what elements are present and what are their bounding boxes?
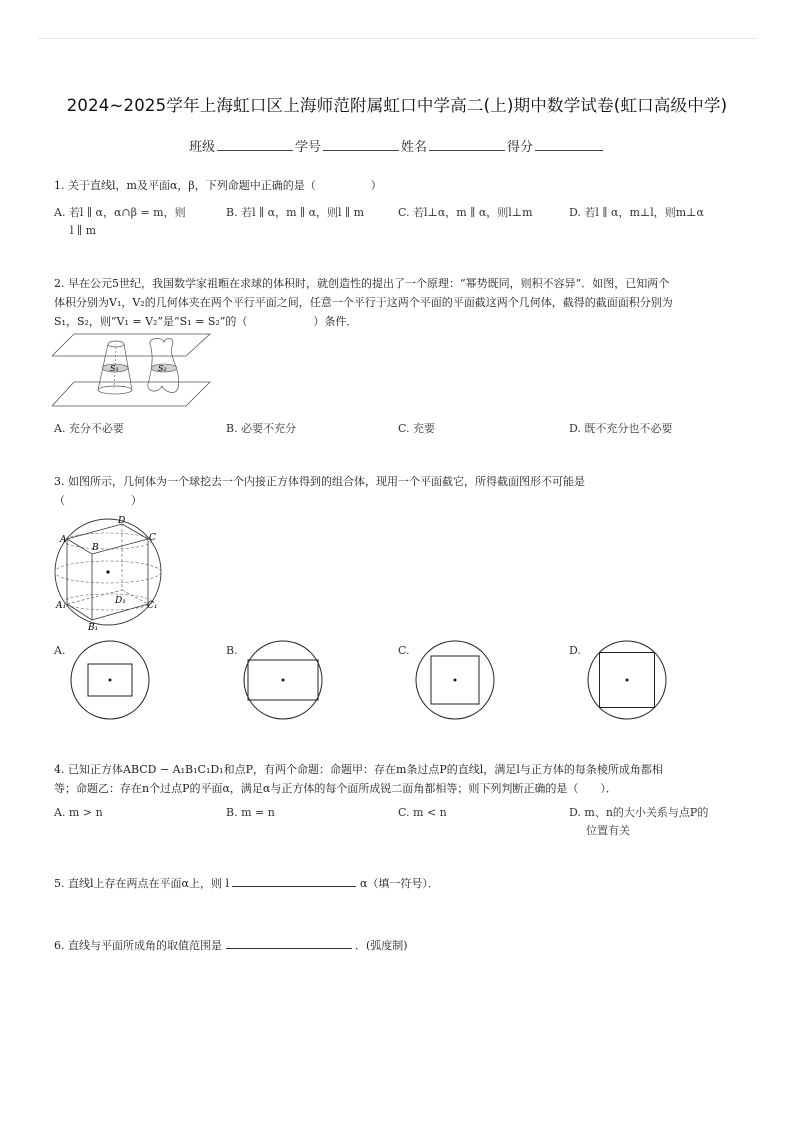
score-label: 得分 (507, 140, 534, 155)
student-number-label: 学号 (294, 140, 321, 155)
sphere-cube-figure (50, 512, 166, 632)
question-text-line1: 已知正方体ABCD − A₁B₁C₁D₁和点P，有两个命题：命题甲：存在m条过点P的直线l，满足l与正方体的每条棱所成角都相 (68, 763, 663, 776)
answer-blank[interactable] (226, 937, 352, 949)
vertex-b1: B₁ (88, 623, 99, 632)
question-text-line1: 如图所示，几何体为一个球挖去一个内接正方体得到的组合体，现用一个平面截它，所得截面图形不可能是 (68, 475, 585, 488)
vertex-a1: A₁ (56, 601, 67, 611)
option-4d-cont: 位置有关 (586, 824, 630, 837)
question-text-before: 直线与平面所成角的取值范围是 (68, 939, 222, 952)
question-number: 4. (54, 763, 65, 776)
vertex-a: A (60, 535, 67, 545)
question-number: 2. (54, 277, 65, 290)
score-blank[interactable] (535, 138, 603, 151)
s1-label: S₁ (110, 364, 119, 373)
vertex-d: D (118, 516, 126, 526)
class-label: 班级 (188, 140, 215, 155)
option-3b-figure[interactable] (241, 640, 325, 720)
option-1c[interactable]: C. 若l⊥α，m ∥ α，则l⊥m (398, 206, 533, 219)
option-3c-label[interactable]: C. (398, 644, 410, 657)
vertex-d1: D₁ (115, 596, 126, 606)
s2-label: S₂ (158, 364, 167, 373)
vertex-c: C (149, 533, 156, 543)
question-6 (54, 936, 408, 955)
student-info-line (0, 136, 794, 155)
question-number: 5. (54, 877, 65, 890)
zuxuan-principle-figure (52, 330, 212, 410)
option-2b[interactable]: B. 必要不充分 (226, 422, 297, 435)
question-5 (54, 874, 439, 893)
option-1d[interactable]: D. 若l ∥ α，m⊥l，则m⊥α (569, 206, 704, 219)
option-2d[interactable]: D. 既不充分也不必要 (569, 422, 673, 435)
class-blank[interactable] (217, 138, 293, 151)
name-blank[interactable] (429, 138, 505, 151)
question-3 (54, 472, 754, 510)
option-3b-label[interactable]: B. (226, 644, 238, 657)
question-text-before: 直线l上存在两点在平面α上，则 l (68, 877, 229, 890)
page-title: 2024~2025学年上海虹口区上海师范附属虹口中学高二(上)期中数学试卷(虹口高级中学) (66, 96, 728, 115)
question-2 (54, 274, 754, 331)
question-number: 6. (54, 939, 65, 952)
question-text-line1: 早在公元5世纪，我国数学家祖暅在求球的体积时，就创造性的提出了一个原理：“幂势既同，则积不容异”．如图，已知两个 (68, 277, 670, 290)
question-text-line2: （ ） (54, 494, 142, 507)
name-label: 姓名 (401, 140, 428, 155)
question-text-line2: 体积分别为V₁，V₂的几何体夹在两个平行平面之间，任意一个平行于这两个平面的平面截这两个几何体，截得的截面面积分别为 (54, 296, 673, 309)
answer-blank[interactable] (232, 875, 356, 887)
option-1a-cont: l ∥ m (70, 224, 97, 237)
option-3d-label[interactable]: D. (569, 644, 581, 657)
question-text-after: α（填一符号）． (359, 877, 439, 890)
vertex-b: B (92, 543, 99, 553)
question-number: 1. (54, 179, 65, 192)
question-stem: 关于直线l，m及平面α，β，下列命题中正确的是（ ） (68, 179, 382, 192)
option-3a-figure[interactable] (68, 640, 152, 720)
option-3d-figure[interactable] (585, 640, 669, 720)
question-text-line2: 等；命题乙：存在n个过点P的平面α，满足α与正方体的每个面所成锐二面角都相等；则下列判断正确的是（ ）． (54, 782, 617, 795)
option-4c[interactable]: C. m < n (398, 806, 447, 819)
question-number: 3. (54, 475, 65, 488)
question-4 (54, 760, 764, 798)
question-text-after: ．(弧度制) (355, 939, 408, 952)
option-2a[interactable]: A. 充分不必要 (54, 422, 124, 435)
student-number-blank[interactable] (323, 138, 399, 151)
question-text-line3: S₁，S₂，则“V₁ = V₂”是“S₁ = S₂”的（ ）条件． (54, 315, 358, 328)
question-1 (54, 176, 382, 195)
option-1b[interactable]: B. 若l ∥ α，m ∥ α，则l ∥ m (226, 206, 365, 219)
option-4a[interactable]: A. m > n (54, 806, 103, 819)
option-1a[interactable]: A. 若l ∥ α，α∩β = m，则 (54, 206, 186, 219)
option-4d[interactable]: D. m、n的大小关系与点P的 (569, 806, 709, 819)
option-3c-figure[interactable] (413, 640, 497, 720)
option-3a-label[interactable]: A. (54, 644, 66, 657)
option-2c[interactable]: C. 充要 (398, 422, 436, 435)
top-divider (38, 38, 756, 39)
option-4b[interactable]: B. m = n (226, 806, 275, 819)
vertex-c1: C₁ (147, 601, 158, 611)
